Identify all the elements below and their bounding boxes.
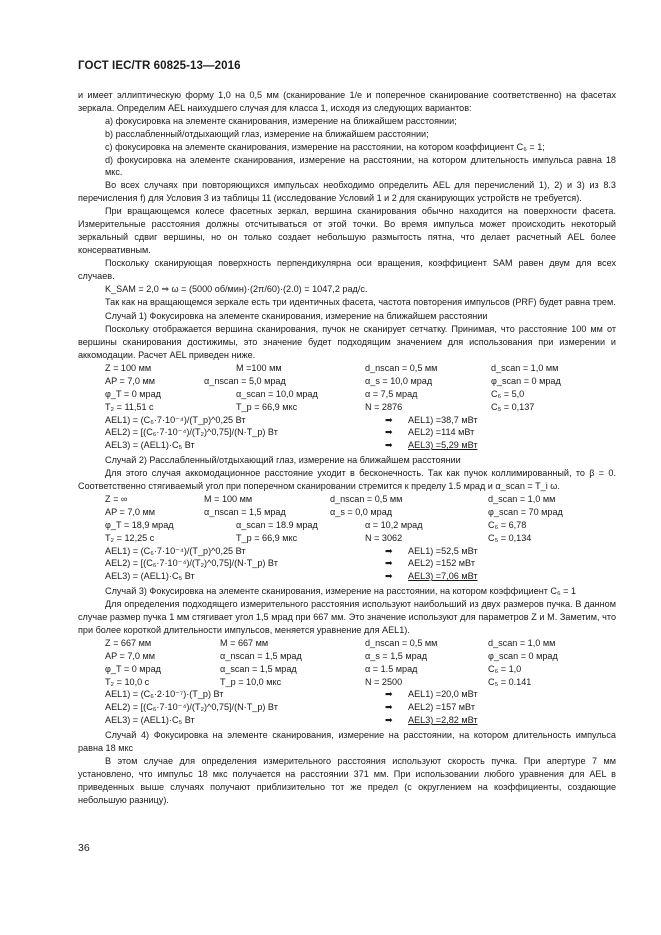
variant-d: d) фокусировка на элементе сканирования, измерение на расстоянии, на котором длительность импульса равна 18 мкс. — [105, 154, 616, 178]
param: α_scan = 18.9 мрад — [236, 519, 318, 530]
ael-formula: AEL3) = (AEL1)·C₅ Вт — [105, 715, 195, 726]
arrow-icon: ➡ — [385, 414, 393, 425]
param: Z = 667 мм — [105, 637, 152, 648]
ael-result: AEL1) =38,7 мВт — [408, 414, 478, 425]
case-1-ael-row — [78, 426, 616, 439]
page-number: 36 — [78, 842, 90, 854]
ael-formula: AEL2) = [(C₆·7·10⁻⁴)/(T₂)^0,75]/(N·T_p) Вт — [105, 558, 278, 569]
case-1-param-row — [78, 401, 616, 414]
variant-b: b) расслабленный/отдыхающий глаз, измерение на ближайшем расстоянии; — [105, 128, 429, 139]
param: C₆ = 6,78 — [488, 519, 527, 530]
param: φ_scan = 70 мрад — [488, 506, 563, 517]
ael-result: AEL2) =157 мВт — [408, 702, 475, 713]
case-1-ael-row — [78, 439, 616, 452]
param: d_scan = 1,0 мм — [488, 493, 556, 504]
param: α_nscan = 5,0 мрад — [204, 375, 286, 386]
case-4-text: В этом случае для определения измерительного расстояния используют скорость пучка. При апертуре 7 мм установлено, что импульс 18 мкс получается на расстоянии 371 мм. При использовании любого уравнения для AEL в приведенных выше случаях получают приблизительно тот же предел (с округлением на коэффициенты, создающие небольшую разницу). — [78, 755, 616, 805]
intro-paragraph: и имеет эллиптическую форму 1,0 на 0,5 мм (сканирование 1/e и поперечное сканирование соответственно) на фасетах зеркала. Определим AEL наихудшего случая для класса 1, исходя из следующих вариантов: — [78, 90, 616, 113]
paragraph-scan-vertex: При вращающемся колесе фасетных зеркал, вершина сканирования обычно находится на поверхности фасета. Измерительные расстояния должны отсчитываться от этой точки. Во время импульса может происходить некоторый зеркальный сдвиг вершины, но он только создает небольшую размытость пятна, что делает расчетный AEL более консервативным. — [78, 206, 616, 255]
variant-c: c) фокусировка на элементе сканирования, измерение на расстоянии, на котором коэффициент C₆ = 1; — [105, 141, 545, 152]
param: α_s = 0,0 мрад — [330, 506, 393, 517]
case-2-ael-row — [78, 570, 616, 583]
ael-result: AEL2) =114 мВт — [408, 427, 475, 438]
case-3-param-row — [78, 637, 616, 650]
param: α = 7,5 мрад — [365, 388, 418, 399]
param: AP = 7,0 мм — [105, 506, 156, 517]
param: d_nscan = 0,5 мм — [365, 363, 438, 374]
arrow-icon: ➡ — [385, 571, 393, 582]
param: φ_T = 0 мрад — [105, 388, 161, 399]
ael-result: AEL3) =5,29 мВт — [408, 440, 478, 451]
param: C₅ = 0,137 — [491, 401, 535, 412]
case-1-param-row — [78, 388, 616, 401]
param: T_p = 10,0 мкс — [220, 676, 282, 687]
param: T_p = 66,9 мкс — [236, 532, 298, 543]
ael-formula: AEL2) = [(C₆·7·10⁻⁴)/(T₂)^0,75]/(N·T_p) Вт — [105, 427, 278, 438]
ael-formula: AEL3) = (AEL1)·C₅ Вт — [105, 571, 195, 582]
param: d_nscan = 0,5 мм — [365, 637, 438, 648]
case-2-param-row — [78, 532, 616, 545]
arrow-icon: ➡ — [385, 702, 393, 713]
arrow-icon: ➡ — [385, 545, 393, 556]
arrow-icon: ➡ — [385, 689, 393, 700]
param: C₅ = 0,134 — [488, 532, 532, 543]
arrow-icon: ➡ — [385, 440, 393, 451]
param: d_scan = 1,0 мм — [491, 363, 559, 374]
param: N = 3062 — [365, 532, 403, 543]
paragraph-sam: Поскольку сканирующая поверхность перпендикулярна оси вращения, коэффициент SAM равен двум для всех случаев. — [78, 257, 616, 281]
param: T_p = 66,9 мкс — [236, 401, 298, 412]
param: N = 2500 — [365, 676, 403, 687]
param: φ_scan = 0 мрад — [491, 375, 561, 386]
param: d_nscan = 0,5 мм — [330, 493, 403, 504]
case-3-param-row — [78, 663, 616, 676]
param: M = 100 мм — [204, 493, 253, 504]
ael-result: AEL1) =20,0 мВт — [408, 689, 478, 700]
param: N = 2876 — [365, 401, 403, 412]
case-3-text: Для определения подходящего измерительного расстояния используют наибольший из двух размеров пучка. В данном случае размер пучка 1 мм стягивает угол 1,5 мрад при 667 мм. Это значение используют для параметров Z и M. Заметим, что при более короткой длительности импульсов, меняется уравнение для AEL1). — [78, 599, 616, 635]
case-1-text: Поскольку отображается вершина сканирования, пучок не сканирует сетчатку. Принимая, что расстояние 100 мм от вершины сканирования достижимы, это значение будет подходящим значением для использования при измерении и аккомодации. Расчет AEL приведен ниже. — [78, 324, 616, 361]
param: d_scan = 1,0 мм — [488, 637, 556, 648]
case-3-ael-row — [78, 714, 616, 727]
ael-formula: AEL1) = (C₆·7·10⁻⁴)/(T_p)^0,25 Вт — [105, 545, 246, 556]
ael-formula: AEL2) = [(C₆·7·10⁻⁴)/(T₂)^0,75]/(N·T_p) Вт — [105, 702, 278, 713]
page-body — [78, 89, 616, 807]
ael-result: AEL3) =2,82 мВт — [408, 715, 478, 726]
param: α = 10,2 мрад — [365, 519, 423, 530]
param: T₂ = 11,51 с — [105, 401, 154, 412]
param: α_nscan = 1,5 мрад — [204, 506, 286, 517]
param: φ_T = 0 мрад — [105, 663, 161, 674]
case-2-param-row — [78, 493, 616, 506]
arrow-icon: ➡ — [385, 715, 393, 726]
case-3-title: Случай 3) Фокусировка на элементе сканирования, измерение на расстоянии, на котором коэффициент C₆ = 1 — [105, 586, 577, 597]
param: Z = 100 мм — [105, 363, 152, 374]
case-1-param-row — [78, 375, 616, 388]
param: AP = 7,0 мм — [105, 375, 156, 386]
param: α_nscan = 1,5 мрад — [220, 650, 302, 661]
ael-result: AEL2) =152 мВт — [408, 558, 475, 569]
param: C₆ = 5,0 — [491, 388, 525, 399]
param: Z = ∞ — [105, 493, 128, 504]
param: C₅ = 0.141 — [488, 676, 532, 687]
param: T₂ = 10,0 с — [105, 676, 150, 687]
ael-formula: AEL1) = (C₆·7·10⁻⁴)/(T_p)^0,25 Вт — [105, 414, 246, 425]
case-3-ael-row — [78, 701, 616, 714]
case-3-param-row — [78, 676, 616, 689]
case-2-param-row — [78, 519, 616, 532]
param: φ_scan = 0 мрад — [488, 650, 558, 661]
param: T₂ = 12,25 с — [105, 532, 155, 543]
param: C₆ = 1,0 — [488, 663, 522, 674]
param: M = 667 мм — [220, 637, 269, 648]
param: M =100 мм — [236, 363, 282, 374]
param: α_scan = 10,0 мрад — [236, 388, 318, 399]
variant-a: a) фокусировка на элементе сканирования, измерение на ближайшем расстоянии; — [105, 115, 457, 126]
case-4-title: Случай 4) Фокусировка на элементе сканирования, измерение на расстоянии, на котором длительность импульса равна 18 мкс — [78, 730, 616, 753]
param: α = 1.5 мрад — [365, 663, 418, 674]
case-1-param-row — [78, 362, 616, 375]
ael-formula: AEL1) = (C₆·2·10⁻⁷)·(T_p) Вт — [105, 689, 224, 700]
case-2-title: Случай 2) Расслабленный/отдыхающий глаз, измерение на ближайшем расстоянии — [105, 455, 461, 466]
case-2-ael-row — [78, 557, 616, 570]
paragraph-prf: Так как на вращающемся зеркале есть три идентичных фасета, частота повторения импульсов (PRF) будет равна трем. — [105, 296, 616, 307]
param: AP = 7,0 мм — [105, 650, 156, 661]
arrow-icon: ➡ — [385, 558, 393, 569]
param: α_s = 10,0 мрад — [365, 375, 433, 386]
running-header: ГОСТ IEC/TR 60825-13—2016 — [78, 60, 241, 72]
ael-result: AEL3) =7,06 мВт — [408, 571, 478, 582]
ael-formula: AEL3) = (AEL1)·C₅ Вт — [105, 440, 195, 451]
paragraph-repeated-pulses: Во всех случаях при повторяющихся импульсах необходимо определить AEL для перечислений 1), 2) и 3) из 8.3 перечисления f) для Условия 3 из таблицы 11 (исследование Условий 1 и 2 для сканирующих устройств не требуется). — [78, 180, 616, 204]
param: α_scan = 1,5 мрад — [220, 663, 297, 674]
case-2-ael-row — [78, 545, 616, 558]
case-3-ael-row — [78, 688, 616, 701]
case-1-ael-row — [78, 414, 616, 427]
case-2-text: Для этого случая аккомодационное расстояние уходит в бесконечность. Так как пучок коллимированный, то β = 0. Соответственно стягиваемый угол при поперечном сканировании стремится к пределу 1.5 мрад и α_scan = T_i ω. — [78, 468, 616, 492]
ael-result: AEL1) =52,5 мВт — [408, 545, 478, 556]
param: α_s = 1,5 мрад — [365, 650, 428, 661]
case-3-param-row — [78, 650, 616, 663]
param: φ_T = 18,9 мрад — [105, 519, 174, 530]
case-2-param-row — [78, 506, 616, 519]
arrow-icon: ➡ — [385, 427, 393, 438]
case-1-title: Случай 1) Фокусировка на элементе сканирования, измерение на ближайшем расстоянии — [105, 311, 488, 322]
ksam-formula: K_SAM = 2,0 ⇒ ω = (5000 об/мин)·(2π/60)·(2.0) = 1047,2 рад/с. — [105, 283, 368, 294]
